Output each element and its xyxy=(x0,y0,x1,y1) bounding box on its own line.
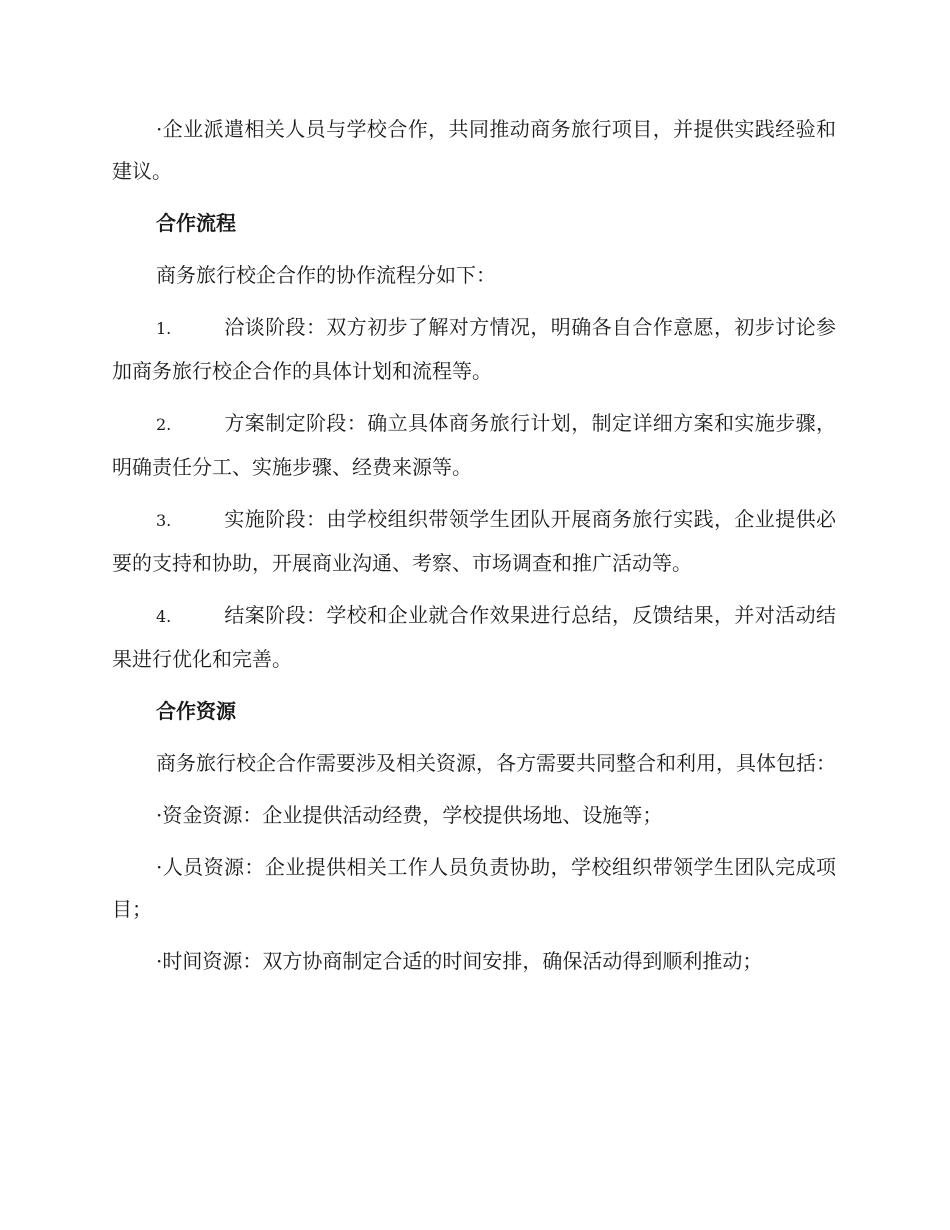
step-text: 结案阶段：学校和企业就合作效果进行总结，反馈结果，并对活动结果进行优化和完善。 xyxy=(112,603,836,671)
bullet-paragraph xyxy=(112,846,836,930)
bullet-marker: · xyxy=(156,855,163,879)
bullet-text: 时间资源：双方协商制定合适的时间安排，确保活动得到顺利推动； xyxy=(162,949,763,973)
section-heading-resources: 合作资源 xyxy=(156,699,236,723)
paragraph-intro: 商务旅行校企合作的协作流程分如下： xyxy=(156,263,496,287)
bullet-paragraph xyxy=(112,940,836,982)
section-heading-process: 合作流程 xyxy=(156,211,236,235)
step-text: 洽谈阶段：双方初步了解对方情况，明确各自合作意愿，初步讨论参加商务旅行校企合作的具体计划和流程等。 xyxy=(112,315,836,383)
numbered-step xyxy=(112,306,836,392)
step-number: 2. xyxy=(156,415,172,434)
bullet-text: 资金资源：企业提供活动经费，学校提供场地、设施等； xyxy=(162,803,663,827)
step-number: 4. xyxy=(156,607,172,626)
numbered-step xyxy=(112,498,836,584)
bullet-marker: · xyxy=(156,949,163,973)
document-page xyxy=(112,108,836,992)
step-number: 1. xyxy=(156,319,172,338)
step-text: 实施阶段：由学校组织带领学生团队开展商务旅行实践，企业提供必要的支持和协助，开展商业沟通、考察、市场调查和推广活动等。 xyxy=(112,507,836,575)
numbered-step xyxy=(112,402,836,488)
bullet-marker: · xyxy=(156,117,163,141)
step-number: 3. xyxy=(156,511,172,530)
bullet-marker: · xyxy=(156,803,163,827)
bullet-paragraph xyxy=(112,108,836,192)
paragraph-resources-intro: 商务旅行校企合作需要涉及相关资源，各方需要共同整合和利用，具体包括： xyxy=(156,751,836,775)
bullet-paragraph xyxy=(112,794,836,836)
bullet-text: 人员资源：企业提供相关工作人员负责协助，学校组织带领学生团队完成项目； xyxy=(112,855,836,921)
paragraph-text: 企业派遣相关人员与学校合作，共同推动商务旅行项目，并提供实践经验和建议。 xyxy=(112,117,836,183)
numbered-step xyxy=(112,594,836,680)
step-text: 方案制定阶段：确立具体商务旅行计划，制定详细方案和实施步骤，明确责任分工、实施步骤、经费来源等。 xyxy=(112,411,836,479)
